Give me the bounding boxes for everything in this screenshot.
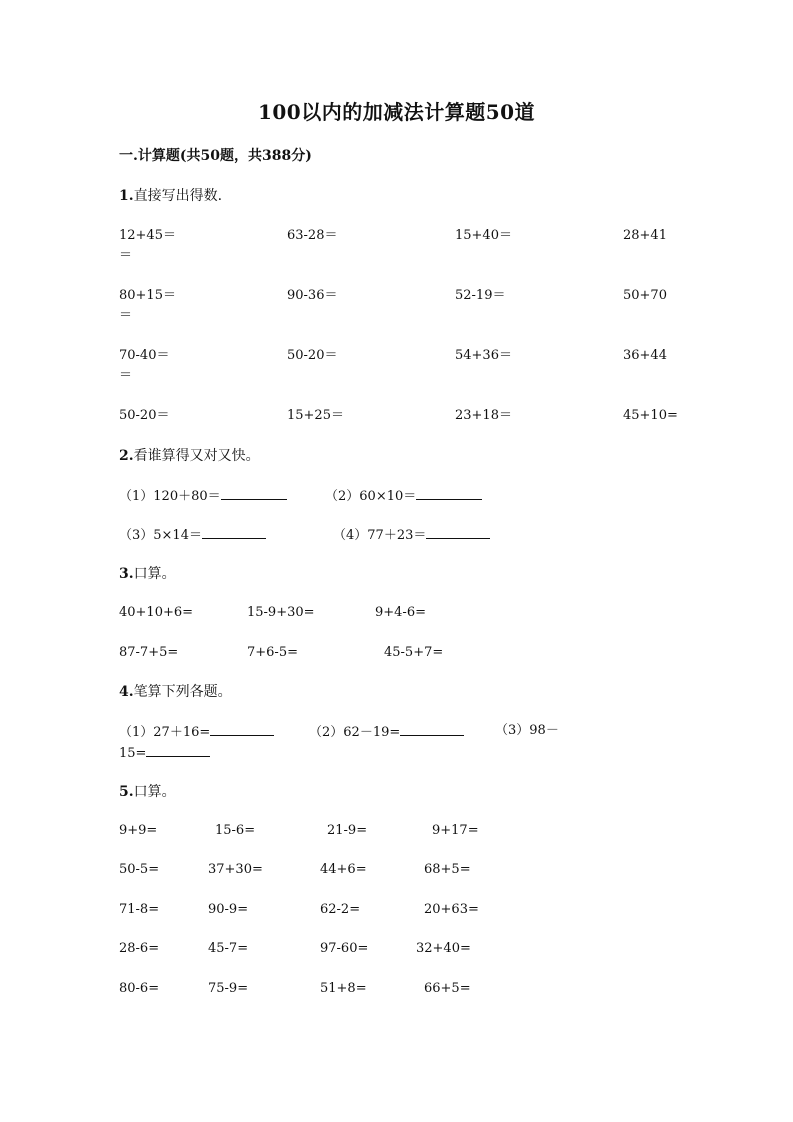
q5-cell: 44+6=: [320, 862, 367, 877]
q2-item: [119, 485, 287, 507]
q2-item-text: （1）120＋80＝: [119, 489, 221, 504]
q1-cell: 50-20＝: [119, 408, 170, 423]
q5-cell: 45-7=: [208, 941, 249, 956]
q1-cell: 63-28＝: [287, 228, 338, 243]
q3-row: [119, 603, 679, 643]
q3-cell: 7+6-5=: [247, 645, 298, 660]
answer-blank[interactable]: [400, 721, 464, 736]
q2-item-text: （2）60×10＝: [325, 489, 417, 504]
q1-cell: 28+41: [623, 228, 667, 243]
answer-blank[interactable]: [146, 742, 210, 757]
q1-cell: 23+18＝: [455, 408, 512, 423]
q5-cell: 51+8=: [320, 981, 367, 996]
q5-cell: 62-2=: [320, 902, 361, 917]
q3-cell: 9+4-6=: [375, 605, 426, 620]
q4-number: 4.: [119, 684, 134, 700]
q4-item: （3）98－: [495, 723, 559, 738]
q5-number: 5.: [119, 784, 134, 800]
answer-blank[interactable]: [426, 524, 490, 539]
q5-cell: 75-9=: [208, 981, 249, 996]
q1-row: [119, 226, 679, 266]
section-title: 一.计算题(共50题，共388分): [119, 148, 312, 164]
q1-cell: 12+45＝: [119, 228, 176, 243]
q5-title: [119, 782, 176, 802]
q1-text: 直接写出得数.: [133, 188, 223, 204]
q2-item: [333, 524, 490, 546]
q5-cell: 90-9=: [208, 902, 249, 917]
q3-number: 3.: [119, 566, 134, 582]
q5-cell: 66+5=: [424, 981, 471, 996]
q1-cell: 80+15＝: [119, 288, 176, 303]
q5-cell: 68+5=: [424, 862, 471, 877]
q2-item: [325, 485, 482, 507]
q4-text: 笔算下列各题。: [133, 684, 232, 700]
q1-cell: 15+25＝: [287, 408, 344, 423]
page-title: 100以内的加减法计算题50道: [257, 100, 536, 124]
q1-wrap-equals: ＝: [119, 308, 133, 323]
q4-item-text: （1）27＋16=: [119, 725, 211, 740]
q5-cell: 97-60=: [320, 941, 369, 956]
q5-cell: 9+17=: [432, 823, 479, 838]
q3-title: [119, 564, 176, 584]
q4-item-wrap: [119, 742, 210, 764]
q5-text: 口算。: [133, 784, 176, 800]
q4-row: [119, 721, 679, 763]
q2-row: [119, 524, 679, 564]
q5-cell: 50-5=: [119, 862, 160, 877]
q4-title: [119, 682, 232, 702]
q5-row: [119, 979, 679, 1019]
q4-item: [309, 721, 464, 743]
q4-item-text: （2）62－19=: [309, 725, 401, 740]
q2-row: [119, 485, 679, 525]
q5-cell: 21-9=: [327, 823, 368, 838]
q1-wrap-equals: ＝: [119, 368, 133, 383]
answer-blank[interactable]: [210, 721, 274, 736]
q3-cell: 40+10+6=: [119, 605, 194, 620]
q5-cell: 37+30=: [208, 862, 263, 877]
q2-item-text: （4）77＋23＝: [333, 528, 427, 543]
q1-wrap-equals: ＝: [119, 248, 133, 263]
q5-cell: 20+63=: [424, 902, 479, 917]
q2-item-text: （3）5×14＝: [119, 528, 202, 543]
q1-cell: 50-20＝: [287, 348, 338, 363]
q1-number: 1.: [119, 188, 134, 204]
q1-cell: 54+36＝: [455, 348, 512, 363]
q1-cell: 90-36＝: [287, 288, 338, 303]
q5-cell: 80-6=: [119, 981, 160, 996]
q5-cell: 15-6=: [215, 823, 256, 838]
q1-cell: 45+10=: [623, 408, 678, 423]
q5-cell: 9+9=: [119, 823, 158, 838]
q2-text: 看谁算得又对又快。: [133, 448, 260, 464]
q1-row: [119, 346, 679, 386]
q1-cell: 70-40＝: [119, 348, 170, 363]
answer-blank[interactable]: [202, 524, 266, 539]
q2-number: 2.: [119, 448, 134, 464]
q1-row: [119, 406, 679, 446]
q1-cell: 36+44: [623, 348, 667, 363]
q3-cell: 15-9+30=: [247, 605, 315, 620]
q3-cell: 87-7+5=: [119, 645, 179, 660]
q2-title: [119, 446, 260, 466]
q1-cell: 15+40＝: [455, 228, 512, 243]
q3-row: [119, 643, 679, 683]
q1-title: [119, 186, 222, 206]
q2-item: [119, 524, 266, 546]
answer-blank[interactable]: [221, 485, 287, 500]
q4-wrap-text: 15=: [119, 746, 147, 761]
q5-cell: 28-6=: [119, 941, 160, 956]
q3-cell: 45-5+7=: [384, 645, 444, 660]
q5-cell: 71-8=: [119, 902, 160, 917]
q5-cell: 32+40=: [416, 941, 471, 956]
q5-row: [119, 860, 679, 900]
q5-row: [119, 900, 679, 940]
q4-item: [119, 721, 274, 743]
q3-text: 口算。: [133, 566, 176, 582]
q5-row: [119, 939, 679, 979]
q1-cell: 52-19＝: [455, 288, 506, 303]
q1-cell: 50+70: [623, 288, 667, 303]
answer-blank[interactable]: [416, 485, 482, 500]
q1-row: [119, 286, 679, 326]
q5-row: [119, 821, 679, 861]
